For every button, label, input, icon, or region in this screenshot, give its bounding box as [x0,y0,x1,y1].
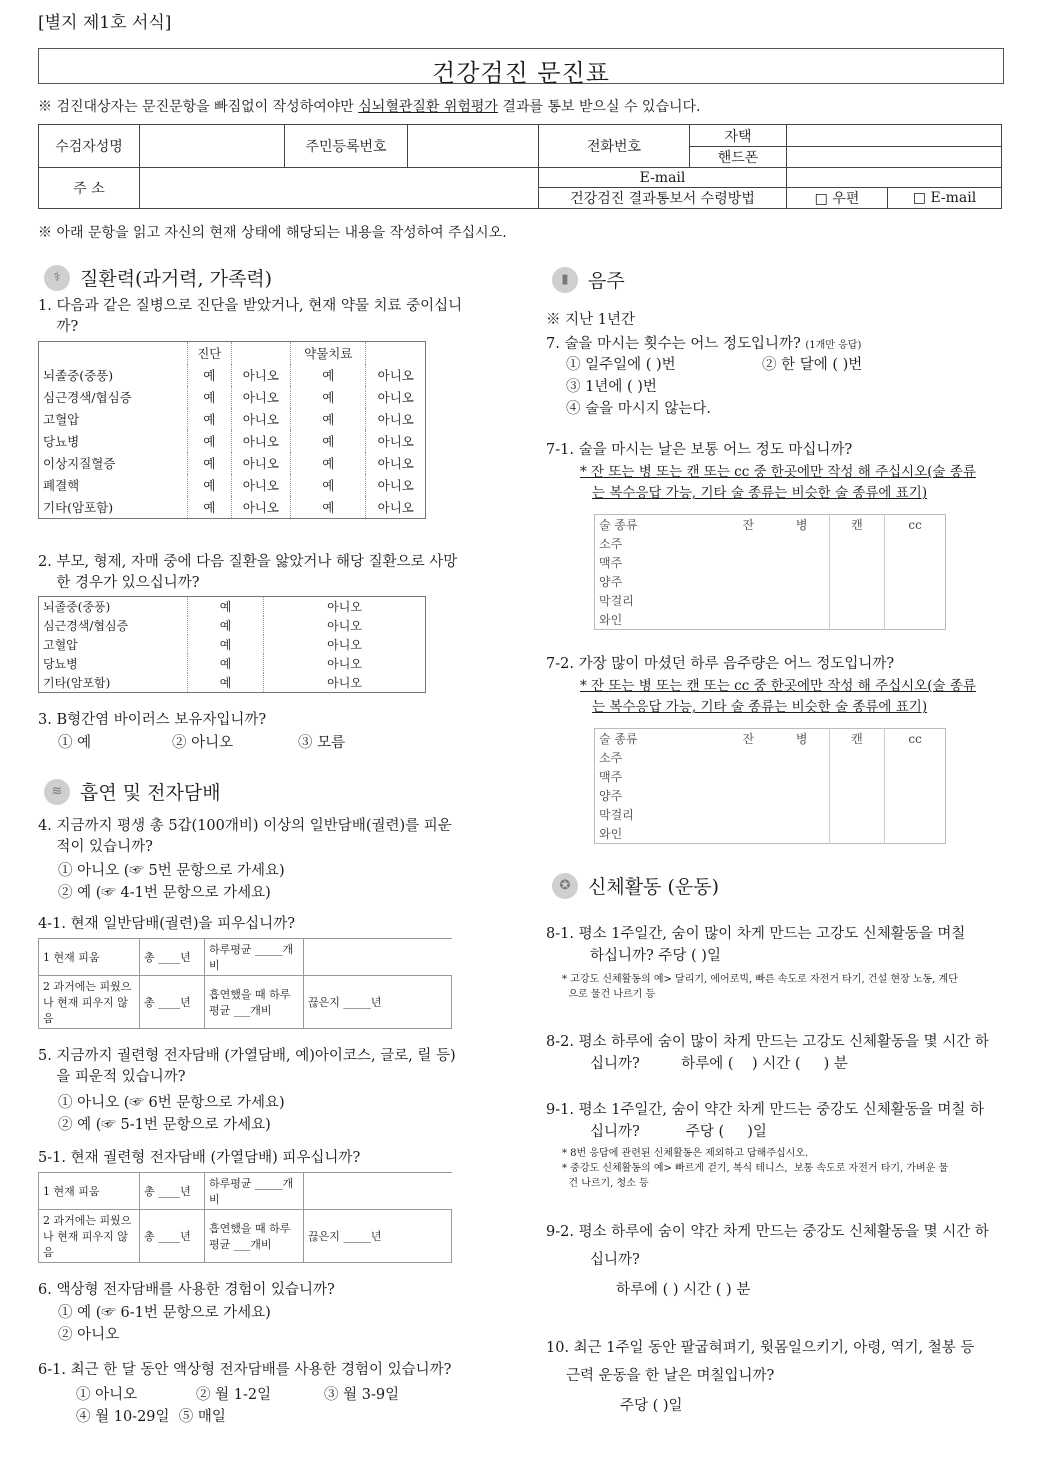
personal-info-table [38,124,1002,209]
question-9-2-line2: 십니까? [590,1252,640,1268]
medication-no-option[interactable]: 아니오 [366,430,426,452]
alcohol-amount-cell[interactable] [885,610,946,630]
table-row [39,635,426,654]
q7-option-4[interactable]: ④ 술을 마시지 않는다. [566,401,711,417]
question-8-1: 8-1. 평소 1주일간, 숨이 많이 차게 만드는 고강도 신체활동을 며칠 [546,926,966,942]
q41-past-years[interactable]: 총 ____년 [140,976,205,1029]
question-9-1: 9-1. 평소 1주일간, 숨이 약간 차게 만드는 중강도 신체활동을 며칠 하 [546,1102,985,1118]
q3-option-1[interactable]: ① 예 [58,735,92,751]
alcohol-type: 맥주 [599,770,623,784]
table-row [39,408,426,430]
family-no-option[interactable]: 아니오 [264,654,426,673]
section-activity-title: 신체활동 (운동) [588,876,719,898]
drinking-period: ※ 지난 1년간 [546,312,635,328]
diagnosis-yes-option[interactable]: 예 [188,386,232,408]
alcohol-amount-cell[interactable] [885,748,946,767]
q71-alcohol-table [594,514,946,630]
phone-label: 전화번호 [539,125,690,168]
table-row [595,610,946,630]
diagnosis-yes-option[interactable]: 예 [188,364,232,386]
medication-yes-option[interactable]: 예 [291,386,366,408]
question-10-answer[interactable]: 주당 ( )일 [620,1398,683,1414]
family-no-option[interactable]: 아니오 [264,616,426,635]
q6-option-1[interactable]: ① 예 (☞ 6-1번 문항으로 가세요) [58,1305,271,1321]
alcohol-header-row [595,515,946,535]
family-disease-name: 심근경색/협심증 [39,616,188,635]
alcohol-amount-cell[interactable] [775,591,829,610]
mobile-label: 핸드폰 [690,147,787,168]
q7-option-1[interactable]: ① 일주일에 ( )번 [566,357,676,373]
q61-option-3[interactable]: ③ 월 3-9일 [324,1387,400,1403]
table-row [39,673,426,693]
question-10-line2: 근력 운동을 한 날은 며칠입니까? [566,1368,775,1384]
q41-years[interactable]: 총 ____년 [140,939,205,976]
question-7-text: 7. 술을 마시는 횟수는 어느 정도입니까? [546,336,801,352]
alcohol-amount-cell[interactable] [829,805,885,824]
question-7 [546,334,861,356]
disease-name: 뇌졸중(중풍) [39,364,188,386]
q1-header-cell: 약물치료 [291,342,366,365]
question-9-2-answer[interactable]: 하루에 ( ) 시간 ( ) 분 [616,1282,751,1298]
family-no-option[interactable]: 아니오 [264,673,426,693]
table-row [595,748,946,767]
form-id: [별지 제1호 서식] [38,13,172,33]
alcohol-header-cell: cc [885,729,946,749]
alcohol-amount-cell[interactable] [722,805,775,824]
table-row [39,654,426,673]
alcohol-amount-cell[interactable] [775,553,829,572]
alcohol-type: 와인 [599,613,623,627]
q51-past-label[interactable]: 2 과거에는 피웠으나 현재 피우지 않음 [39,1210,140,1263]
q1-table [38,341,426,519]
section-activity-heading [552,872,719,899]
q7-option-2[interactable]: ② 한 달에 ( )번 [762,357,863,373]
question-8-1-line2[interactable]: 하십니까? 주당 ( )일 [590,948,721,964]
q51-quit-years[interactable]: 끊은지 _____년 [304,1210,452,1263]
alcohol-header-cell: 잔 [742,732,755,746]
section-drinking-heading [552,266,625,293]
table-row [595,805,946,824]
question-5-1: 5-1. 현재 궐련형 전자담배 (가열담배) 피우십니까? [38,1150,361,1166]
alcohol-header-row [595,729,946,749]
table-row [39,616,426,635]
diagnosis-no-option[interactable]: 아니오 [231,430,291,452]
disease-name: 폐결핵 [39,474,188,496]
home-phone-field[interactable] [787,125,1002,147]
q1-header-cell [39,342,188,365]
q71-instruction-line1: * 잔 또는 병 또는 캔 또는 cc 중 한곳에만 작성 해 주십시오(술 종류 [580,464,976,480]
table-row [39,597,426,617]
alcohol-amount-cell[interactable] [829,534,885,553]
q71-instruction-line2: 는 복수응답 가능, 기타 술 종류는 비슷한 술 종류에 표기) [592,485,928,501]
alcohol-amount-cell[interactable] [775,572,829,591]
medication-no-option[interactable]: 아니오 [366,386,426,408]
running-icon: ✪ [552,873,578,899]
table-row [595,824,946,844]
family-yes-option[interactable]: 예 [188,635,264,654]
title-box [38,48,1004,87]
diagnosis-no-option[interactable]: 아니오 [231,386,291,408]
medication-yes-option[interactable]: 예 [291,430,366,452]
family-yes-option[interactable]: 예 [188,654,264,673]
alcohol-amount-cell[interactable] [885,786,946,805]
alcohol-header-cell: 캔 [829,729,885,749]
family-no-option[interactable]: 아니오 [264,597,426,617]
address-field[interactable] [140,168,539,209]
rrn-label: 주민등록번호 [285,125,408,168]
alcohol-type: 양주 [599,575,623,589]
question-4-1: 4-1. 현재 일반담배(궐련)을 피우십니까? [38,916,295,932]
table-row [39,430,426,452]
medication-yes-option[interactable]: 예 [291,408,366,430]
q72-alcohol-table [594,728,946,844]
family-yes-option[interactable]: 예 [188,673,264,693]
table-row [39,386,426,408]
disease-name: 심근경색/협심증 [39,386,188,408]
q72-instruction-line2: 는 복수응답 가능, 기타 술 종류는 비슷한 술 종류에 표기) [592,699,928,715]
alcohol-amount-cell[interactable] [885,767,946,786]
name-field[interactable] [140,125,285,168]
alcohol-header-cell: 술 종류 [599,518,638,532]
alcohol-amount-cell[interactable] [829,786,885,805]
family-yes-option[interactable]: 예 [188,616,264,635]
rrn-field[interactable] [408,125,539,168]
q5-option-1[interactable]: ① 아니오 (☞ 6번 문항으로 가세요) [58,1095,285,1111]
address-label: 주 소 [39,168,140,209]
q61-option-2[interactable]: ② 월 1-2일 [196,1387,272,1403]
alcohol-amount-cell[interactable] [885,534,946,553]
q51-current-label[interactable]: 1 현재 피움 [39,1173,140,1210]
alcohol-header-cell: 술 종류 [599,732,638,746]
cigarette-icon: ≋ [44,779,70,805]
table-row [39,452,426,474]
q41-past-label[interactable]: 2 과거에는 피웠으나 현재 피우지 않음 [39,976,140,1029]
page-title: 건강검진 문진표 [432,59,610,87]
alcohol-amount-cell[interactable] [775,786,829,805]
question-8-2: 8-2. 평소 하루에 숨이 많이 차게 만드는 고강도 신체활동을 몇 시간 하 [546,1034,989,1050]
question-1: 1. 다음과 같은 질병으로 진단을 받았거나, 현재 약물 치료 중이십니 까? [38,298,463,335]
medication-no-option[interactable]: 아니오 [366,474,426,496]
table-row [595,534,946,553]
result-method-label: 건강검진 결과통보서 수령방법 [539,188,787,209]
q7-option-3[interactable]: ③ 1년에 ( )번 [566,379,657,395]
stethoscope-icon: ⚕ [44,265,70,291]
medication-no-option[interactable]: 아니오 [366,364,426,386]
question-9-2: 9-2. 평소 하루에 숨이 약간 차게 만드는 중강도 신체활동을 몇 시간 하 [546,1224,989,1240]
alcohol-amount-cell[interactable] [722,610,775,630]
alcohol-amount-cell[interactable] [885,553,946,572]
alcohol-amount-cell[interactable] [829,553,885,572]
q91-note-1: * 8번 응답에 관련된 신체활동은 제외하고 답해주십시오. [562,1148,809,1159]
q41-past-daily[interactable]: 흡연했을 때 하루평균 ___개비 [205,976,304,1029]
diagnosis-yes-option[interactable]: 예 [188,496,232,519]
alcohol-amount-cell[interactable] [775,534,829,553]
table-row [39,474,426,496]
alcohol-amount-cell[interactable] [775,748,829,767]
option-post[interactable]: □ 우편 [787,188,888,209]
alcohol-amount-cell[interactable] [885,572,946,591]
q41-table [38,938,452,1029]
q1-header-cell [366,342,426,365]
medication-yes-option[interactable]: 예 [291,452,366,474]
question-4: 4. 지금까지 평생 총 5갑(100개비) 이상의 일반담배(궐련)를 피운 적이 있습니까? [38,818,452,855]
question-7-2: 7-2. 가장 많이 마셨던 하루 음주량은 어느 정도입니까? [546,656,895,672]
alcohol-amount-cell[interactable] [775,824,829,844]
notice-prefix: ※ 검진대상자는 문진문항을 빠짐없이 작성하여야만 [38,99,359,115]
alcohol-amount-cell[interactable] [829,748,885,767]
q91-note-2: * 중강도 신체활동의 예> 빠르게 걷기, 복식 테니스, 보통 속도로 자전거 타기, 가벼운 물 건 나르기, 청소 등 [562,1163,949,1189]
q51-past-daily[interactable]: 흡연했을 때 하루평균 ___개비 [205,1210,304,1263]
alcohol-header-cell: cc [885,515,946,535]
diagnosis-no-option[interactable]: 아니오 [231,452,291,474]
alcohol-amount-cell[interactable] [885,824,946,844]
alcohol-amount-cell[interactable] [829,610,885,630]
alcohol-amount-cell[interactable] [722,824,775,844]
q41-quit-years[interactable]: 끊은지 _____년 [304,976,452,1029]
alcohol-amount-cell[interactable] [722,591,775,610]
table-row [39,496,426,519]
q51-past-years[interactable]: 총 ____년 [140,1210,205,1263]
family-yes-option[interactable]: 예 [188,597,264,617]
email-field[interactable] [787,168,1002,188]
q3-option-2[interactable]: ② 아니오 [172,735,234,751]
section-smoking-heading [44,778,221,805]
diagnosis-no-option[interactable]: 아니오 [231,364,291,386]
home-label: 자택 [690,125,787,147]
table-row [595,767,946,786]
medication-yes-option[interactable]: 예 [291,496,366,519]
alcohol-type: 소주 [599,537,623,551]
disease-name: 기타(암포함) [39,496,188,519]
diagnosis-no-option[interactable]: 아니오 [231,408,291,430]
medication-no-option[interactable]: 아니오 [366,452,426,474]
medication-no-option[interactable]: 아니오 [366,496,426,519]
alcohol-amount-cell[interactable] [722,748,775,767]
diagnosis-yes-option[interactable]: 예 [188,474,232,496]
family-no-option[interactable]: 아니오 [264,635,426,654]
notice-link: 심뇌혈관질환 위험평가 [358,99,498,115]
table-row [595,572,946,591]
alcohol-type: 맥주 [599,556,623,570]
diagnosis-yes-option[interactable]: 예 [188,430,232,452]
question-6: 6. 액상형 전자담배를 사용한 경험이 있습니까? [38,1282,335,1298]
q61-option-1[interactable]: ① 아니오 [76,1387,138,1403]
q1-header-cell [231,342,291,365]
diagnosis-no-option[interactable]: 아니오 [231,496,291,519]
mobile-field[interactable] [787,147,1002,168]
name-label: 수검자성명 [39,125,140,168]
family-disease-name: 뇌졸중(중풍) [39,597,188,617]
table-row [39,364,426,386]
question-8-2-line2[interactable]: 십니까? 하루에 ( ) 시간 ( ) 분 [590,1056,848,1072]
q6-option-2[interactable]: ② 아니오 [58,1327,120,1343]
family-disease-name: 기타(암포함) [39,673,188,693]
q41-current-label[interactable]: 1 현재 피움 [39,939,140,976]
alcohol-type: 와인 [599,827,623,841]
section-disease-heading [44,264,272,291]
alcohol-amount-cell[interactable] [722,572,775,591]
diagnosis-yes-option[interactable]: 예 [188,408,232,430]
alcohol-amount-cell[interactable] [829,572,885,591]
disease-name: 당뇨병 [39,430,188,452]
q41-daily[interactable]: 하루평균 _____개비 [205,939,304,976]
disease-name: 고혈압 [39,408,188,430]
q5-option-2[interactable]: ② 예 (☞ 5-1번 문항으로 가세요) [58,1117,271,1133]
q2-table [38,596,426,693]
instruction-text: ※ 아래 문항을 읽고 자신의 현재 상태에 해당되는 내용을 작성하여 주십시오. [38,225,507,241]
bottle-icon: ▮ [552,267,578,293]
alcohol-amount-cell[interactable] [722,786,775,805]
section-drinking-title: 음주 [588,270,625,292]
q51-table [38,1172,452,1263]
question-3: 3. B형간염 바이러스 보유자입니까? [38,712,267,728]
q4-option-2[interactable]: ② 예 (☞ 4-1번 문항으로 가세요) [58,885,271,901]
alcohol-amount-cell[interactable] [885,591,946,610]
q1-header-row [39,342,426,365]
alcohol-type: 막걸리 [599,594,634,608]
q51-daily[interactable]: 하루평균 _____개비 [205,1173,304,1210]
medication-yes-option[interactable]: 예 [291,474,366,496]
family-disease-name: 당뇨병 [39,654,188,673]
question-5: 5. 지금까지 궐련형 전자담배 (가열담배, 예)아이코스, 글로, 릴 등) 을 피운적 있습니까? [38,1048,456,1085]
alcohol-amount-cell[interactable] [775,767,829,786]
table-row [595,786,946,805]
question-2: 2. 부모, 형제, 자매 중에 다음 질환을 앓았거나 해당 질환으로 사망 한 경우가 있으십니까? [38,554,458,591]
q61-option-line2[interactable]: ④ 월 10-29일 ⑤ 매일 [76,1409,226,1425]
alcohol-amount-cell[interactable] [722,534,775,553]
medication-no-option[interactable]: 아니오 [366,408,426,430]
alcohol-amount-cell[interactable] [829,767,885,786]
alcohol-amount-cell[interactable] [775,805,829,824]
q4-option-1[interactable]: ① 아니오 (☞ 5번 문항으로 가세요) [58,863,285,879]
alcohol-header-cell: 병 [795,732,808,746]
alcohol-header-cell: 병 [795,518,808,532]
q3-option-3[interactable]: ③ 모름 [298,735,346,751]
alcohol-amount-cell[interactable] [775,610,829,630]
medication-yes-option[interactable]: 예 [291,364,366,386]
question-9-1-line2[interactable]: 십니까? 주당 ( )일 [590,1124,767,1140]
question-7-note: (1개만 응답) [805,340,862,351]
table-row [595,591,946,610]
family-disease-name: 고혈압 [39,635,188,654]
disease-name: 이상지질혈증 [39,452,188,474]
option-email[interactable]: □ E-mail [888,188,1002,209]
email-label: E-mail [539,168,787,188]
alcohol-amount-cell[interactable] [885,805,946,824]
alcohol-header-cell: 잔 [742,518,755,532]
section-disease-title: 질환력(과거력, 가족력) [80,268,273,290]
question-7-1: 7-1. 술을 마시는 날은 보통 어느 정도 마십니까? [546,442,853,458]
section-smoking-title: 흡연 및 전자담배 [80,782,221,804]
alcohol-type: 막걸리 [599,808,634,822]
q72-instruction-line1: * 잔 또는 병 또는 캔 또는 cc 중 한곳에만 작성 해 주십시오(술 종류 [580,678,976,694]
alcohol-header-cell: 캔 [829,515,885,535]
diagnosis-yes-option[interactable]: 예 [188,452,232,474]
q51-years[interactable]: 총 ____년 [140,1173,205,1210]
alcohol-amount-cell[interactable] [829,824,885,844]
alcohol-amount-cell[interactable] [722,553,775,572]
q81-note: * 고강도 신체활동의 예> 달리기, 에어로빅, 빠른 속도로 자전거 타기, 건설 현장 노동, 계단 으로 물건 나르기 등 [562,974,958,1000]
diagnosis-no-option[interactable]: 아니오 [231,474,291,496]
question-6-1: 6-1. 최근 한 달 동안 액상형 전자담배를 사용한 경험이 있습니까? [38,1362,452,1378]
alcohol-type: 소주 [599,751,623,765]
notice-text [38,96,700,116]
alcohol-amount-cell[interactable] [829,591,885,610]
q1-header-cell: 진단 [188,342,232,365]
alcohol-amount-cell[interactable] [722,767,775,786]
notice-suffix: 결과를 통보 받으실 수 있습니다. [497,99,701,115]
alcohol-type: 양주 [599,789,623,803]
question-10: 10. 최근 1주일 동안 팔굽혀펴기, 윗몸일으키기, 아령, 역기, 철봉 등 [546,1340,975,1356]
table-row [595,553,946,572]
